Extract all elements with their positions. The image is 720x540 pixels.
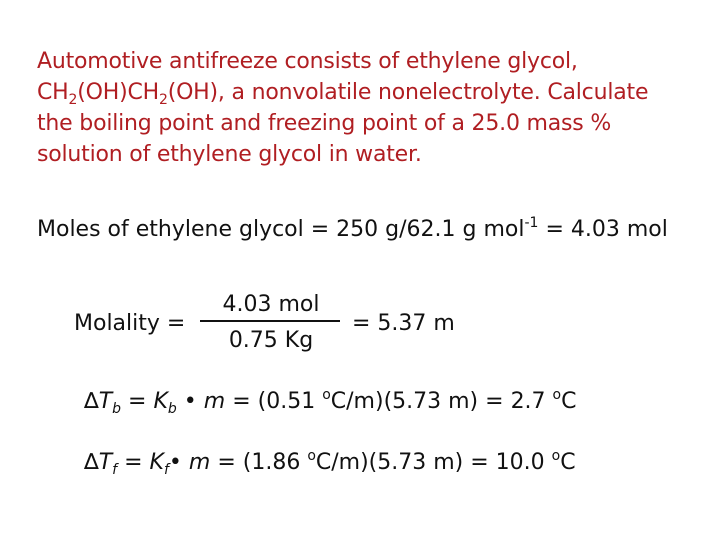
formula-oh-ch: (OH)CH [77, 80, 159, 105]
problem-line-1: Automotive antifreeze consists of ethylene glycol, [37, 49, 578, 74]
problem-line-2-rest: (OH), a nonvolatile nonelectrolyte. Calculate [167, 80, 649, 105]
equals: = [117, 450, 150, 475]
delta-symbol: ∆ [84, 450, 99, 475]
eq-part-c: C [561, 389, 577, 414]
temp-subscript: b [112, 401, 122, 417]
constant-symbol: K [149, 450, 164, 475]
freezing-point-equation [84, 448, 576, 478]
boiling-point-equation [84, 387, 577, 417]
fraction-denominator: 0.75 Kg [228, 328, 314, 353]
degree-mark: o [552, 387, 562, 403]
formula-subscript-1: 2 [68, 92, 78, 108]
fraction-numerator: 4.03 mol [222, 292, 320, 317]
temp-symbol: T [98, 450, 113, 475]
moles-result: = 4.03 mol [538, 217, 668, 242]
degree-mark: o [322, 387, 331, 403]
eq-part-b: C/m)(5.73 m) = 10.0 [315, 450, 552, 475]
fraction-bar [200, 320, 340, 322]
moles-exponent: -1 [524, 215, 539, 231]
formula-subscript-2: 2 [158, 92, 168, 108]
equals: = [121, 389, 154, 414]
moles-text: Moles of ethylene glycol = 250 g/62.1 g mol [37, 217, 525, 242]
eq-part-a: = (0.51 [225, 389, 323, 414]
degree-mark: o [551, 448, 561, 464]
constant-symbol: K [153, 389, 168, 414]
moles-equation [37, 217, 668, 242]
problem-statement [37, 46, 707, 170]
delta-symbol: ∆ [84, 389, 99, 414]
bullet-operator: • [168, 450, 189, 475]
constant-subscript: f [163, 462, 169, 478]
bullet-operator: • [176, 389, 204, 414]
molality-symbol: m [188, 450, 211, 475]
problem-line-4: solution of ethylene glycol in water. [37, 142, 422, 167]
temp-subscript: f [112, 462, 118, 478]
degree-mark: o [307, 448, 316, 464]
eq-part-a: = (1.86 [210, 450, 308, 475]
molality-symbol: m [203, 389, 226, 414]
temp-symbol: T [98, 389, 113, 414]
problem-line-3: the boiling point and freezing point of a 25.0 mass % [37, 111, 612, 136]
problem-line-2 [37, 77, 707, 108]
formula-ch-1: CH [37, 80, 69, 105]
molality-label: Molality = [74, 311, 186, 336]
eq-part-b: C/m)(5.73 m) = 2.7 [330, 389, 553, 414]
molality-result: = 5.37 m [352, 311, 455, 336]
constant-subscript: b [167, 401, 177, 417]
eq-part-c: C [560, 450, 576, 475]
